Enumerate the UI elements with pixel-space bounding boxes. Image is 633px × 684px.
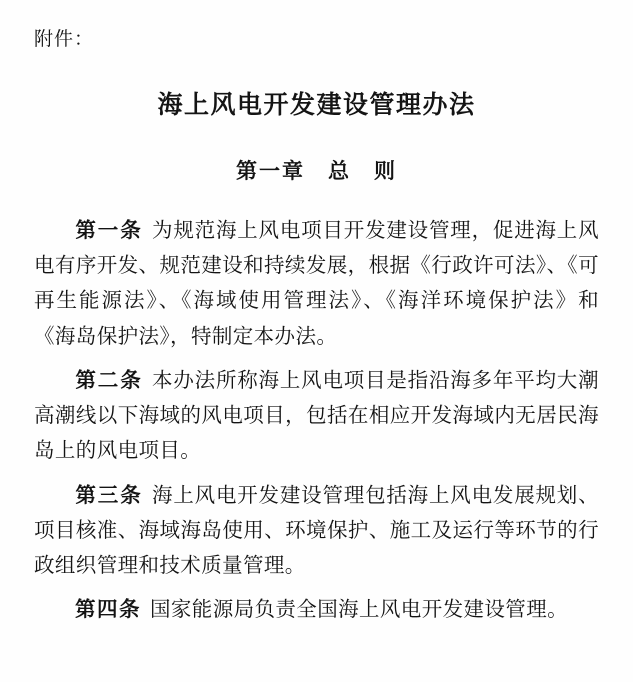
article-text: 国家能源局负责全国海上风电开发建设管理。 bbox=[150, 597, 568, 622]
article-paragraph bbox=[34, 478, 599, 584]
article-number: 第二条 bbox=[75, 367, 143, 392]
article-text: 为规范海上风电项目开发建设管理，促进海上风电有序开发、规范建设和持续发展，根据《行政许可法》、《可再生能源法》、《海域使用管理法》、《海洋环境保护法》和《海岛保护法》，特制定本办法。 bbox=[34, 217, 600, 348]
article-text: 海上风电开发建设管理包括海上风电发展规划、项目核准、海域海岛使用、环境保护、施工及运行等环节的行政组织管理和技术质量管理。 bbox=[34, 482, 600, 578]
article-number: 第三条 bbox=[75, 482, 143, 507]
article-paragraph bbox=[34, 592, 599, 627]
chapter-heading: 第一章 总 则 bbox=[236, 157, 397, 183]
article-paragraph bbox=[34, 213, 599, 354]
article-number: 第四条 bbox=[75, 597, 141, 622]
article-text: 本办法所称海上风电项目是指沿海多年平均大潮高潮线以下海域的风电项目，包括在相应开发海域内无居民海岛上的风电项目。 bbox=[34, 367, 600, 463]
article-number: 第一条 bbox=[75, 217, 143, 242]
attachment-label: 附件： bbox=[34, 28, 95, 50]
page-title: 海上风电开发建设管理办法 bbox=[157, 89, 476, 119]
article-paragraph bbox=[34, 363, 599, 469]
